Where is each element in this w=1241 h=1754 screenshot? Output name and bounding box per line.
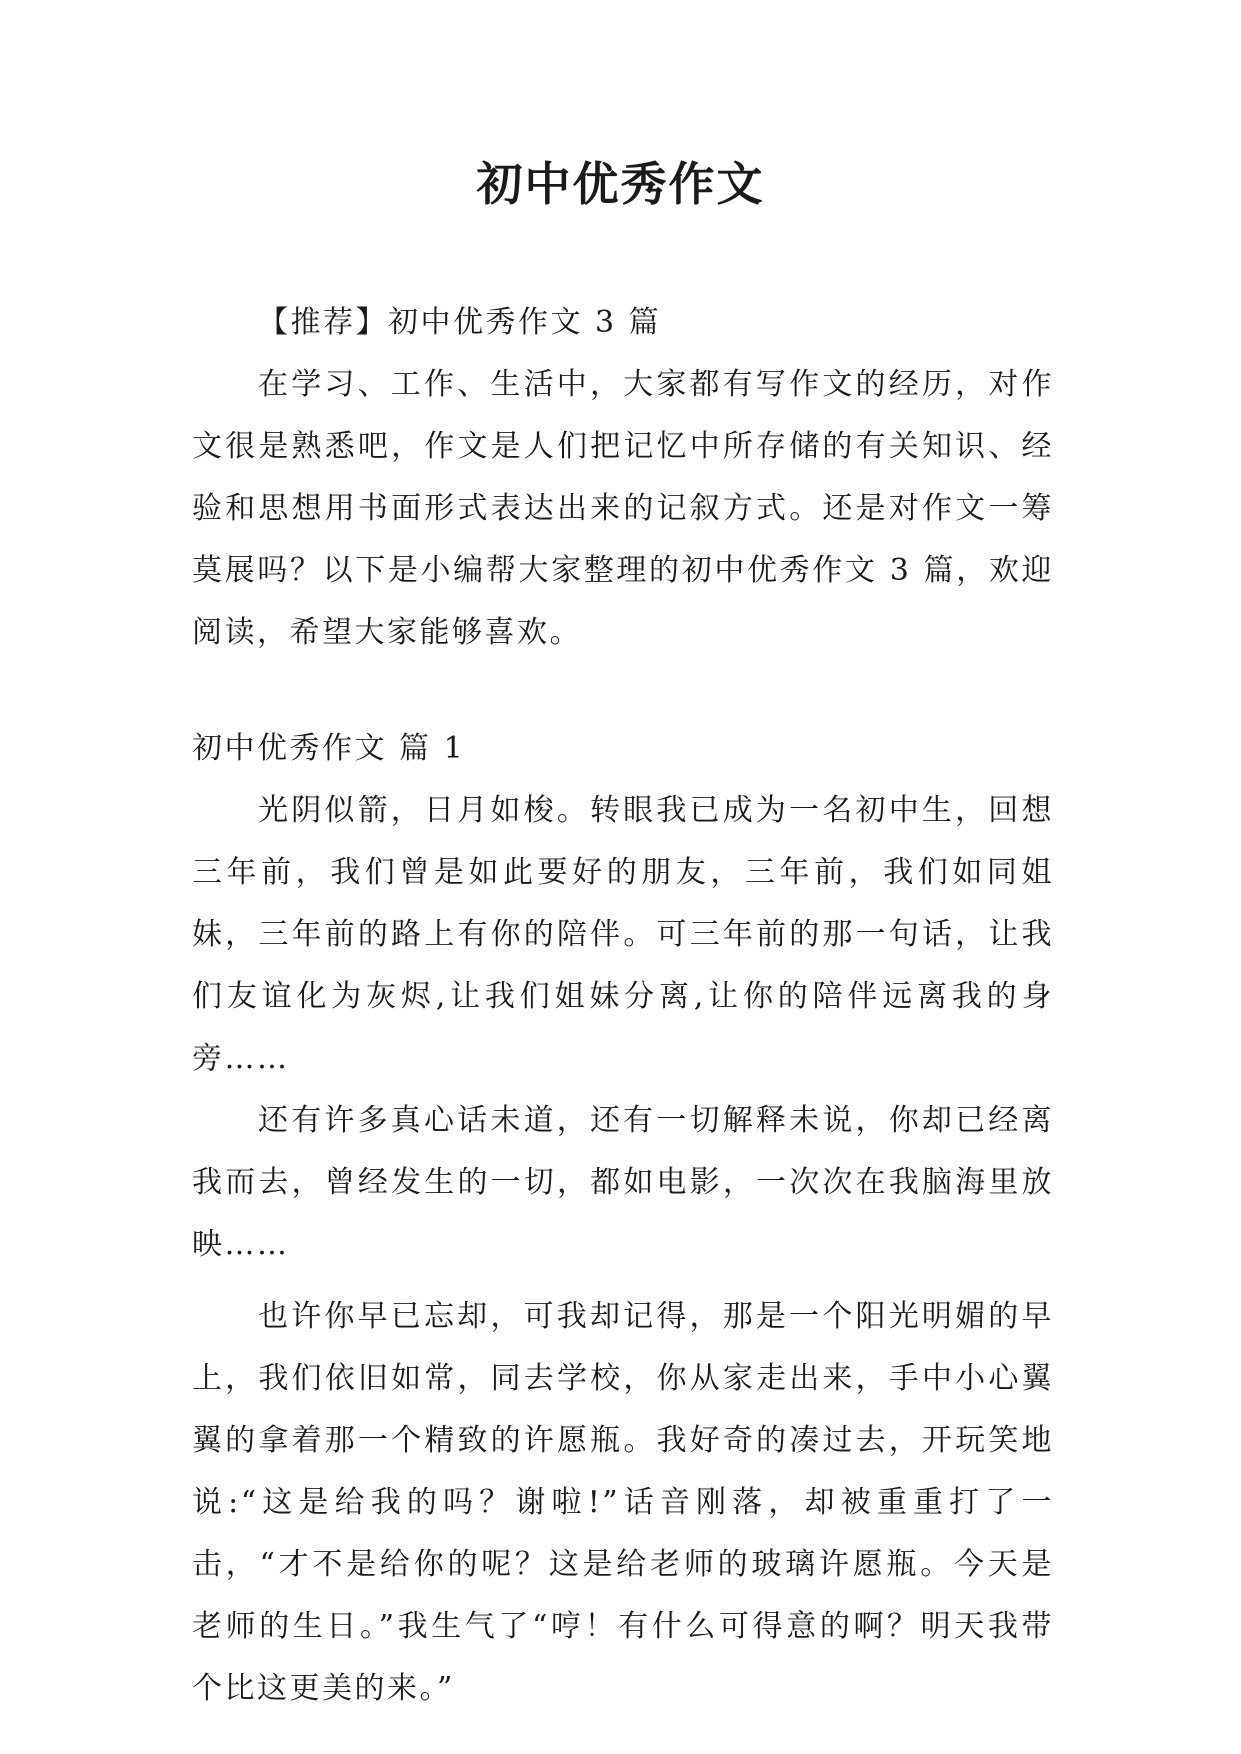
section-heading: 初中优秀作文 篇 1 — [192, 731, 466, 766]
intro-paragraph: 在学习、工作、生活中，大家都有写作文的经历，对作文很是熟悉吧，作文是人们把记忆中所存储的有关知识、经验和思想用书面形式表达出来的记叙方式。还是对作文一筹莫展吗？以下是小编帮大家整理的初中优秀作文 3 篇，欢迎阅读，希望大家能够喜欢。 — [192, 367, 1054, 650]
body-paragraph: 也许你早已忘却，可我却记得，那是一个阳光明媚的早上，我们依旧如常，同去学校，你从家走出来，手中小心翼翼的拿着那一个精致的许愿瓶。我好奇的凑过去，开玩笑地说:“这是给我的吗？谢啦!”话音刚落，却被重重打了一击，“才不是给你的呢？这是给老师的玻璃许愿瓶。今天是老师的生日。”我生气了“哼！有什么可得意的啊？明天我带个比这更美的来。” — [192, 1299, 1054, 1706]
document-body — [192, 292, 1054, 1720]
body-paragraph: 光阴似箭，日月如梭。转眼我已成为一名初中生，回想三年前，我们曾是如此要好的朋友，三年前，我们如同姐妹，三年前的路上有你的陪伴。可三年前的那一句话，让我们友谊化为灰烬,让我们姐妹分离,让你的陪伴远离我的身旁…… — [192, 793, 1054, 1076]
body-paragraph: 还有许多真心话未道，还有一切解释未说，你却已经离我而去，曾经发生的一切，都如电影，一次次在我脑海里放映…… — [192, 1103, 1054, 1262]
recommend-line: 【推荐】初中优秀作文 3 篇 — [258, 305, 662, 340]
page-title: 初中优秀作文 — [476, 157, 765, 211]
